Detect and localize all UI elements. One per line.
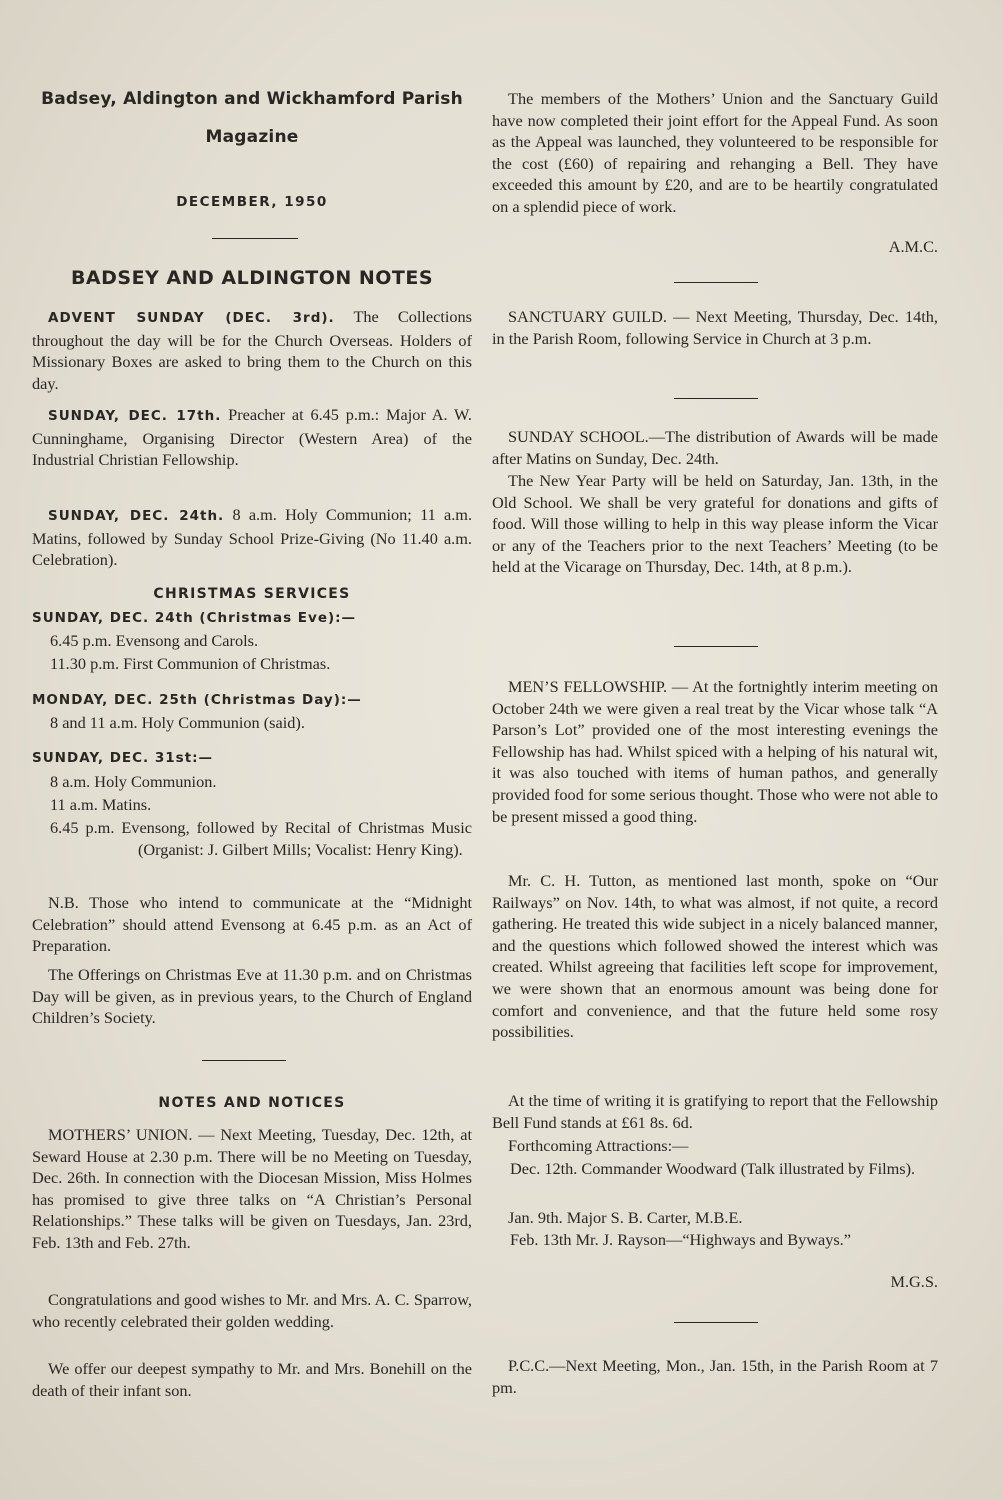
fellowship-signature: M.G.S. [890,1272,938,1291]
section-heading-badsey: BADSEY AND ALDINGTON NOTES [70,267,434,289]
christmas-eve-item: 11.30 p.m. First Communion of Christmas. [50,654,331,673]
christmas-heading: CHRISTMAS SERVICES [153,586,351,602]
nb-paragraph: N.B. Those who intend to communicate at the “Midnight Celebration” should attend Evensong at 6.45 p.m. as an Act of Preparation. [32,893,472,956]
sanctuary-guild-paragraph: SANCTUARY GUILD. — Next Meeting, Thursday, Dec. 14th, in the Parish Room, following Service in Church at 3 p.m. [492,307,938,348]
divider [212,238,298,239]
new-year-party-paragraph: The New Year Party will be held on Saturday, Jan. 13th, in the Old School. We shall be very grateful for donations and gifts of food. Will those willing to help in this way please inform the Vicar or any of the Teachers prior to the next Teachers’ Meeting (to be held at the Vicarage on Thursday, Dec. 14th, at 8 p.m.). [492,471,938,577]
divider [674,398,758,399]
pcc-paragraph: P.C.C.—Next Meeting, Mon., Jan. 15th, in the Parish Room at 7 pm. [492,1356,938,1397]
dec24-lead: SUNDAY, DEC. 24th. [48,508,225,524]
attraction-item: Feb. 13th Mr. J. Rayson—“Highways and Byways.” [510,1230,851,1249]
christmas-day-heading: MONDAY, DEC. 25th (Christmas Day):— [32,692,362,708]
divider [202,1060,286,1061]
dec31-item: 8 a.m. Holy Communion. [50,772,217,791]
sympathy-paragraph: We offer our deepest sympathy to Mr. and Mrs. Bonehill on the death of their infant son. [32,1359,472,1400]
divider [674,646,758,647]
forthcoming-heading: Forthcoming Attractions:— [508,1136,689,1155]
sunday-school-paragraph: SUNDAY SCHOOL.—The distribution of Awards will be made after Matins on Sunday, Dec. 24th. [492,427,938,468]
appeal-paragraph: The members of the Mothers’ Union and the Sanctuary Guild have now completed their joint effort for the Appeal Fund. As soon as the Appeal was launched, they volunteered to be responsible for the cost (£60) of repairing and rehanging a Bell. They have exceeded this amount by £20, and are to be heartily congratulated on a splendid piece of work. [492,89,938,216]
appeal-signature: A.M.C. [888,237,938,256]
divider [674,1322,758,1323]
dec24-text: 8 a.m. Holy Communion; 11 a.m. Matins, followed by Sunday School Prize-Giving (No 11.40 a.m. Celebration). [32,505,473,570]
dec17-text: Preacher at 6.45 p.m.: Major A. W. Cunninghame, Organising Director (Western Area) of the Industrial Christian Fellowship. [32,405,472,470]
christmas-eve-item: 6.45 p.m. Evensong and Carols. [50,631,259,650]
christmas-eve-heading: SUNDAY, DEC. 24th (Christmas Eve):— [32,610,357,626]
dec24-paragraph [32,504,472,571]
tutton-talk-paragraph: Mr. C. H. Tutton, as mentioned last month, spoke on “Our Railways” on Nov. 14th, to what was almost, if not quite, a record gathering. He treated this wide subject in a nicely balanced manner, and the questions which followed showed the interest which was created. Whilst agreeing that facilities left scope for improvement, we were shown that an enormous amount was being done for comfort and convenience, and that the future held some rosy possibilities. [492,871,938,1042]
divider [674,282,758,283]
dec31-item: 11 a.m. Matins. [50,795,152,814]
masthead-subtitle: Magazine [205,127,299,147]
dec31-item: 6.45 p.m. Evensong, followed by Recital of Christmas Music (Organist: J. Gilbert Mills; Vocalist: Henry King). [50,818,472,859]
congratulations-paragraph: Congratulations and good wishes to Mr. and Mrs. A. C. Sparrow, who recently celebrated their golden wedding. [32,1290,472,1331]
notices-heading: NOTES AND NOTICES [158,1095,346,1111]
dec31-heading: SUNDAY, DEC. 31st:— [32,750,214,766]
mens-fellowship-paragraph: MEN’S FELLOWSHIP. — At the fortnightly interim meeting on October 24th we were given a real treat by the Vicar whose talk “A Parson’s Lot” provided one of the most interesting evenings the Fellowship has had. Whilst spiced with a helping of his natural wit, it was also touched with items of human pathos, and generally provided food for some serious thought. Those who were not able to be present missed a good thing. [492,677,938,826]
issue-date: DECEMBER, 1950 [176,194,328,210]
dec17-paragraph [32,404,472,471]
offerings-paragraph: The Offerings on Christmas Eve at 11.30 p.m. and on Christmas Day will be given, as in previous years, to the Church of England Children’s Society. [32,965,472,1028]
dec17-lead: SUNDAY, DEC. 17th. [48,408,222,424]
mothers-union-paragraph: MOTHERS’ UNION. — Next Meeting, Tuesday, Dec. 12th, at Seward House at 2.30 p.m. There will be no Meeting on Tuesday, Dec. 26th. In connection with the Diocesan Mission, Miss Holmes has promised to give three talks on “A Christian’s Personal Relationships.” These talks will be given on Tuesdays, Jan. 23rd, Feb. 13th and Feb. 27th. [32,1125,472,1252]
bell-fund-paragraph: At the time of writing it is gratifying to report that the Fellowship Bell Fund stands at £61 8s. 6d. [492,1091,938,1132]
masthead-title: Badsey, Aldington and Wickhamford Parish [41,89,463,109]
attraction-item: Jan. 9th. Major S. B. Carter, M.B.E. [508,1208,743,1227]
advent-paragraph [32,306,472,394]
advent-text: The Collections throughout the day will be for the Church Overseas. Holders of Missionary Boxes are asked to bring them to the Church on this day. [32,307,473,393]
attraction-item: Dec. 12th. Commander Woodward (Talk illustrated by Films). [510,1159,916,1178]
christmas-day-item: 8 and 11 a.m. Holy Communion (said). [50,713,305,732]
advent-lead: ADVENT SUNDAY (DEC. 3rd). [48,310,335,326]
